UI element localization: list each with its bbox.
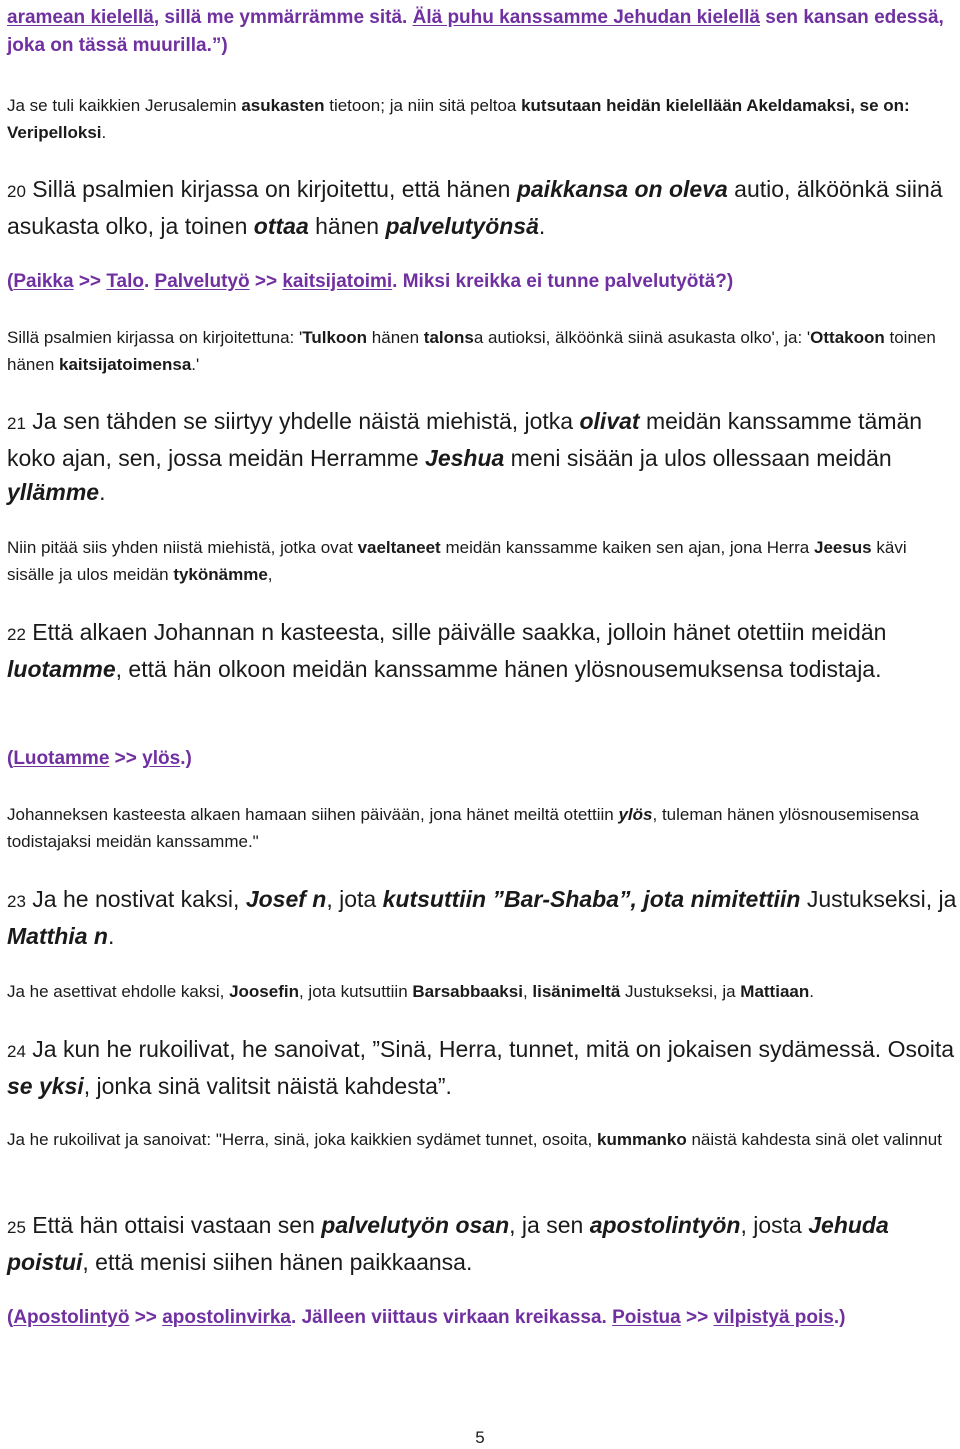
verse-number: 21 [7,414,26,433]
verse-24: 24 Ja kun he rukoilivat, he sanoivat, ”Sinä, Herra, tunnet, mitä on jokaisen sydämessä. Osoita se yksi, jonka sinä valitsit näistä kahdesta”. [7,1036,955,1099]
verse-20: 20 Sillä psalmien kirjassa on kirjoitettu, että hänen paikkansa on oleva autio, älköönkä siinä asukasta olko, ja toinen ottaa hänen palvelutyönsä. [7,176,943,239]
verse-number: 22 [7,625,26,644]
finnish-paragraph-19: Ja se tuli kaikkien Jerusalemin asukasten tietoon; ja niin sitä peltoa kutsutaan heidän kielellään Akeldamaksi, se on: Veripelloksi. [7,96,910,142]
finnish-paragraph-22: Johanneksen kasteesta alkaen hamaan siihen päivään, jona hänet meiltä otettiin ylös, tuleman hänen ylösnousemisensa todistajaksi meidän kanssamme." [7,805,919,851]
note-25: (Apostolintyö >> apostolinvirka. Jälleen viittaus virkaan kreikassa. Poistua >> vilpistyä pois.) [7,1307,846,1328]
verse-22: 22 Että alkaen Johannan n kasteesta, sille päivälle saakka, jolloin hänet otettiin meidän luotamme, että hän olkoon meidän kanssamme hänen ylösnousemuksensa todistaja. [7,619,887,682]
finnish-paragraph-23: Ja he asettivat ehdolle kaksi, Joosefin, jota kutsuttiin Barsabbaaksi, lisänimeltä Justukseksi, ja Mattiaan. [7,982,814,1001]
verse-number: 24 [7,1042,26,1061]
page-number: 5 [475,1428,485,1447]
finnish-paragraph-20: Sillä psalmien kirjassa on kirjoitettuna: 'Tulkoon hänen talonsa autioksi, älköönkä siinä asukasta olko', ja: 'Ottakoon toinen hänen kaitsijatoimensa.' [7,328,936,374]
continuation-paragraph: aramean kielellä, sillä me ymmärrämme sitä. Älä puhu kanssamme Jehudan kielellä sen kansan edessä, joka on tässä muurilla.”) [7,7,944,56]
verse-23: 23 Ja he nostivat kaksi, Josef n, jota kutsuttiin ”Bar-Shaba”, jota nimitettiin Justukseksi, ja Matthia n. [7,886,957,949]
note-22: (Luotamme >> ylös.) [7,748,192,769]
verse-25: 25 Että hän ottaisi vastaan sen palvelutyön osan, ja sen apostolintyön, josta Jehuda poistui, että menisi siihen hänen paikkaansa. [7,1212,889,1275]
verse-number: 25 [7,1218,26,1237]
note-20: (Paikka >> Talo. Palvelutyö >> kaitsijatoimi. Miksi kreikka ei tunne palvelutyötä?) [7,271,734,292]
verse-number: 20 [7,182,26,201]
finnish-paragraph-21: Niin pitää siis yhden niistä miehistä, jotka ovat vaeltaneet meidän kanssamme kaiken sen ajan, jona Herra Jeesus kävi sisälle ja ulos meidän tykönämme, [7,538,907,584]
verse-21: 21 Ja sen tähden se siirtyy yhdelle näistä miehistä, jotka olivat meidän kanssamme tämän koko ajan, sen, jossa meidän Herramme Jeshua meni sisään ja ulos ollessaan meidän yllämme. [7,408,923,505]
finnish-paragraph-24: Ja he rukoilivat ja sanoivat: "Herra, sinä, joka kaikkien sydämet tunnet, osoita, kummanko näistä kahdesta sinä olet valinnut [7,1130,942,1149]
verse-number: 23 [7,892,26,911]
